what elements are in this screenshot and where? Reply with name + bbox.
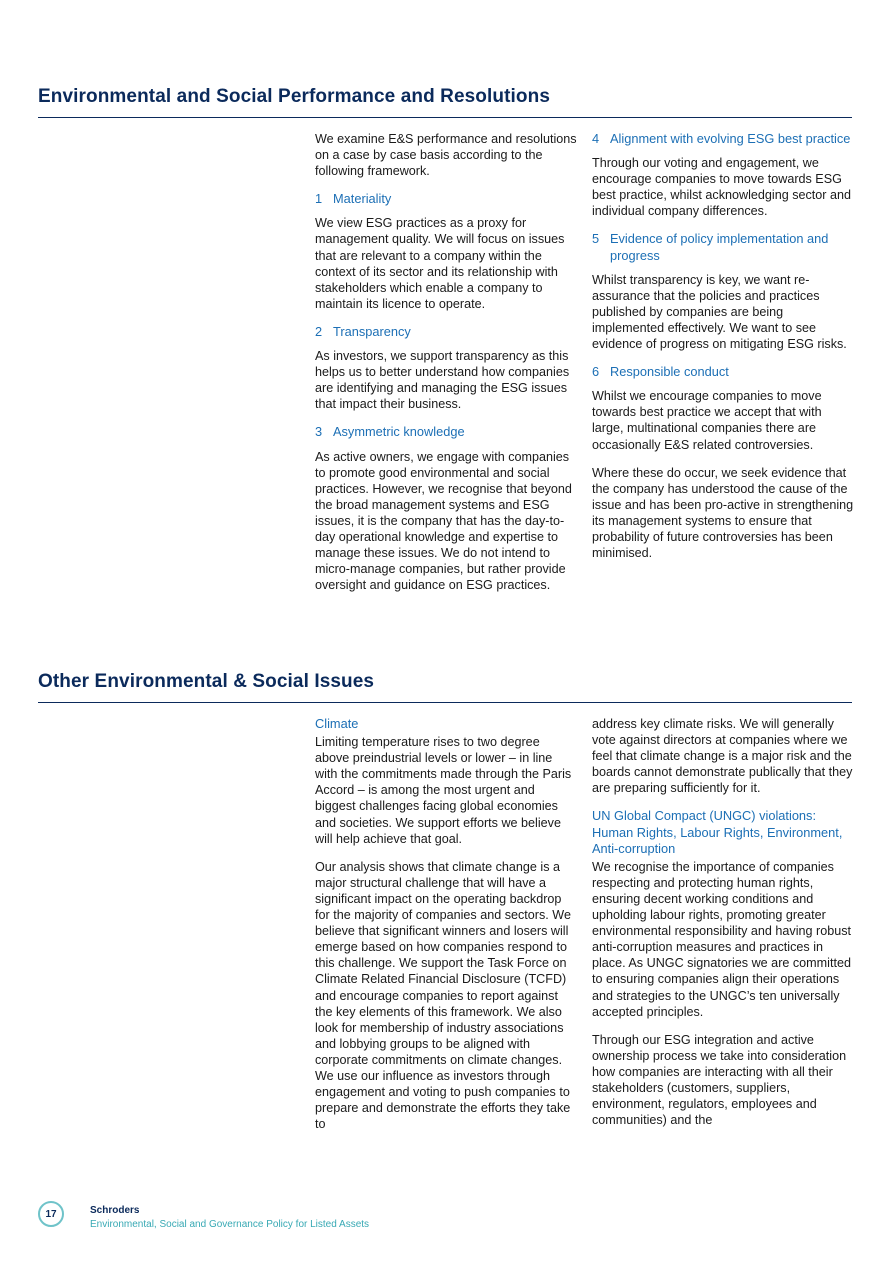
section1-column-left [315, 131, 577, 605]
section-title-other-es-issues: Other Environmental & Social Issues [38, 671, 375, 692]
framework-body-evidence: Whilst transparency is key, we want re-assurance that the policies and practices published by companies are being implemented effectively. We want to see evidence of progress on mitigating ESG risks. [592, 272, 847, 352]
brand-name: Schroders [90, 1205, 140, 1216]
framework-body-responsible-conduct-1: Whilst we encourage companies to move towards best practice we accept that with large, multinational companies there are occasionally E&S related controversies. [592, 389, 822, 452]
ungc-paragraph-2: Through our ESG integration and active ownership process we take into consideration how companies are interacting with all their stakeholders (customers, suppliers, environment, regulators, employees and communities) and the [592, 1032, 847, 1128]
ungc-heading: UN Global Compact (UNGC) violations: Human Rights, Labour Rights, Environment, Anti-corruption [592, 808, 843, 856]
framework-body-transparency: As investors, we support transparency as this helps us to better understand how companies are identifying and managing the ESG issues that impact their business. [315, 349, 570, 412]
framework-body-responsible-conduct-2: Where these do occur, we seek evidence that the company has understood the cause of the issue and has been pro-active in strengthening its management systems to ensure that probability of future controversies has been minimised. [592, 465, 854, 561]
framework-heading-asymmetric-knowledge: 3 Asymmetric knowledge [315, 424, 465, 440]
climate-paragraph-1: Limiting temperature rises to two degree above preindustrial levels or lower – in line with the commitments made through the Paris Accord – is among the most urgent and biggest challenges facing global economies and societies. We support efforts we believe will help achieve that goal. [315, 735, 572, 846]
section-title-es-performance: Environmental and Social Performance and Resolutions [38, 86, 550, 107]
section2-column-right [592, 716, 854, 1140]
framework-body-asymmetric-knowledge: As active owners, we engage with companies to promote good environmental and social practices. However, we recognise that beyond the broad management systems and ESG issues, it is the company that has the day-to-day operational knowledge and expertise to manage these issues. We do not intend to micro-manage companies, but rather provide oversight and guidance on ESG practices. [315, 449, 572, 593]
ungc-paragraph-1: We recognise the importance of companies respecting and protecting human rights, ensuring decent working conditions and upholding labour rights, promoting greater environmental responsibility and having robust anti-corruption measures and practices in place. As UNGC signatories we are committed to ensuring companies align their operations and strategies to the UNGC’s ten universally accepted principles. [592, 859, 852, 1019]
framework-heading-transparency: 2 Transparency [315, 323, 411, 339]
framework-body-alignment: Through our voting and engagement, we encourage companies to move towards ESG best practice, whilst acknowledging sector and individual company differences. [592, 156, 852, 219]
document-title: Environmental, Social and Governance Policy for Listed Assets [90, 1219, 370, 1230]
framework-heading-responsible-conduct: 6 Responsible conduct [592, 364, 729, 380]
section2-column-left [315, 716, 577, 1144]
climate-paragraph-3: address key climate risks. We will generally vote against directors at companies where we feel that climate change is a major risk and the boards cannot demonstrate publically that they are preparing sufficiently for it. [592, 717, 853, 796]
section1-column-right [592, 131, 854, 573]
framework-heading-evidence: 5 Evidence of policy implementation and progress [592, 231, 829, 263]
intro-paragraph: We examine E&S performance and resolutions on a case by case basis according to the following framework. [315, 132, 577, 179]
climate-paragraph-2: Our analysis shows that climate change is a major structural challenge that will have a significant impact on the operating backdrop for the majority of companies and sectors. We believe that significant winners and losers will emerge based on how companies respond to this challenge. We support the Task Force on Climate Related Financial Disclosure (TCFD) and encourage companies to report against the key elements of this framework. We also look for membership of industry associations and lobbying groups to be aligned with corporate commitments on climate changes. We use our influence as investors through engagement and voting to push companies to prepare and demonstrate the efforts they take to [315, 859, 571, 1132]
climate-heading: Climate [315, 716, 359, 731]
framework-heading-alignment: 4 Alignment with evolving ESG best practice [592, 131, 851, 146]
section-divider [38, 117, 852, 118]
section-divider [38, 702, 852, 703]
framework-body-materiality: We view ESG practices as a proxy for management quality. We will focus on issues that are relevant to a company within the context of its sector and its relationship with stakeholders which enable a company to maintain its licence to operate. [315, 216, 565, 311]
page-number-badge: 17 [38, 1201, 64, 1227]
framework-heading-materiality: 1 Materiality [315, 191, 392, 207]
